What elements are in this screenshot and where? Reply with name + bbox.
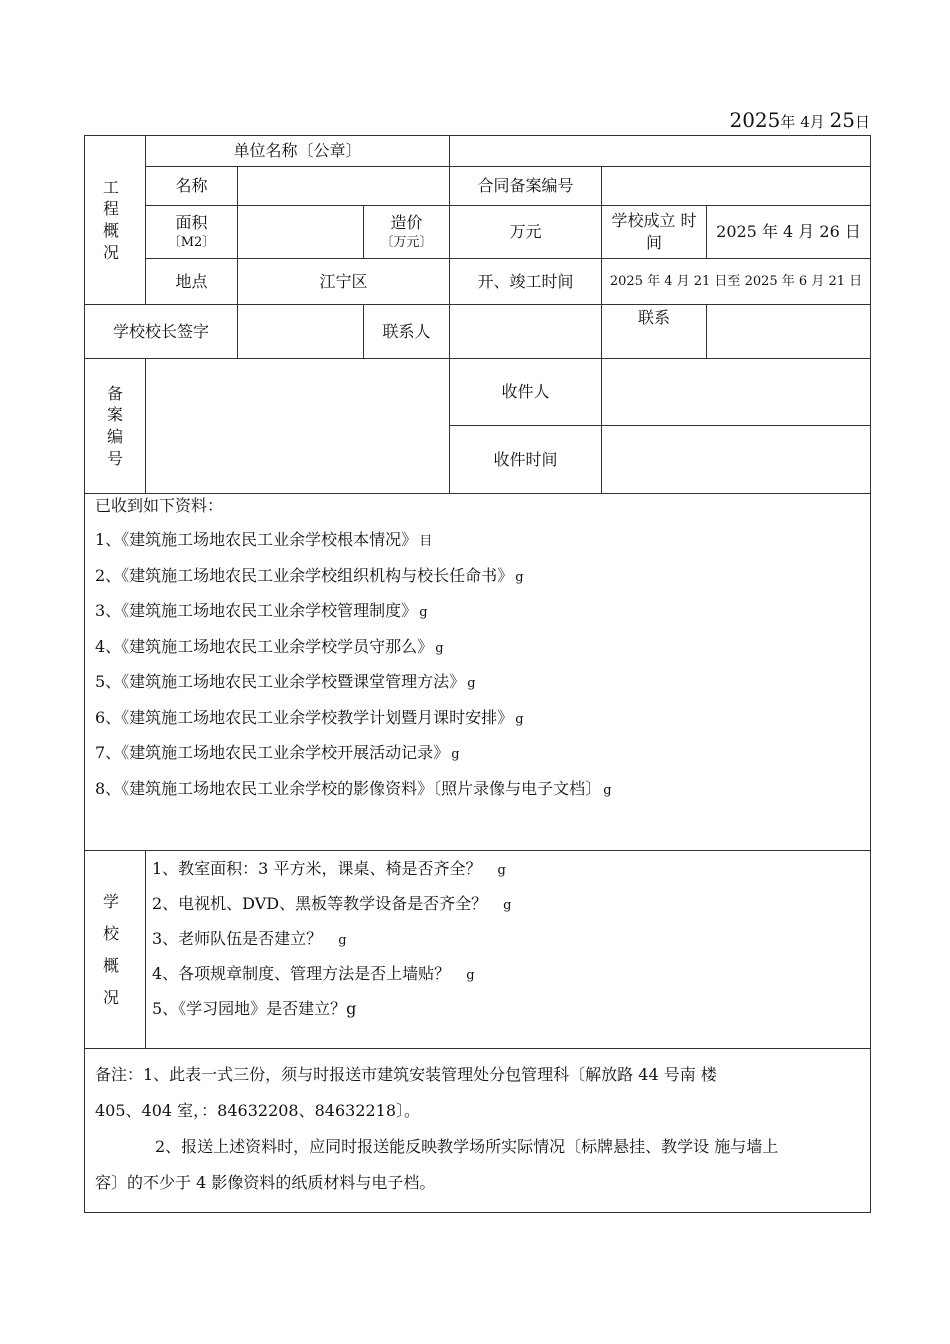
received-item [95,735,860,771]
remarks-line-2: 405、404 室，：84632208、84632218〕。 [95,1101,421,1120]
location-field[interactable]: 江宁区 [238,259,450,305]
date-month-suffix: 月 [809,113,825,131]
school-overview-label: 学 校 概 况 [102,891,127,1007]
cost-label: 造价 [390,213,423,233]
cost-label-cell [364,206,450,259]
received-item-check-mark: g [515,569,524,585]
area-label-cell [146,206,238,259]
location-label: 地点 [146,259,238,305]
received-item-check-mark: 目 [419,534,433,549]
received-item [95,700,860,736]
received-item [95,522,860,558]
name-label: 名称 [146,167,238,206]
received-item-text: 2、《建筑施工场地农民工业余学校组织机构与校长任命书》 [95,565,514,585]
established-label: 学校成立 时间 [602,206,707,259]
school-check-item [152,956,864,991]
filing-form-table [84,135,871,1213]
receipt-time-field[interactable] [602,426,871,494]
school-overview-label-cell [85,851,146,1049]
form-date [729,108,870,132]
contact-label: 联系人 [364,305,450,359]
school-checklist [152,851,864,1026]
received-item [95,664,860,700]
received-item [95,629,860,665]
filing-no-field[interactable] [146,359,450,494]
area-unit: 〔M2〕 [167,235,216,251]
principal-signature-label: 学校校长签字 [85,305,238,359]
received-item-check-mark: g [467,676,476,691]
received-item-check-mark: g [451,747,460,762]
unit-name-field[interactable] [450,136,871,167]
received-item-text: 1、《建筑施工场地农民工业余学校根本情况》 [95,530,418,549]
school-check-item-text: 1、教室面积：3 平方米，课桌、椅是否齐全？ [152,859,482,878]
school-check-item-text: 4、各项规章制度、管理方法是否上墙贴？ [152,964,451,983]
received-item-text: 5、《建筑施工场地农民工业余学校暨课堂管理方法》 [95,672,466,691]
received-item [95,558,860,594]
received-item-text: 8、《建筑施工场地农民工业余学校的影像资料》〔照片录像与电子文档〕 [95,778,602,798]
filing-no-label-cell [85,359,146,494]
date-year: 2025 [729,108,781,132]
school-check-item-text: 5、《学习园地》是否建立？g [152,999,357,1018]
area-label: 面积 [175,213,208,233]
received-heading: 已收到如下资料： [95,496,224,515]
recipient-field[interactable] [602,359,871,426]
contact-field[interactable] [450,305,602,359]
received-item-check-mark: g [515,711,524,727]
school-check-item [152,991,864,1026]
date-day-suffix: 日 [854,113,870,131]
received-item-text: 7、《建筑施工场地农民工业余学校开展活动记录》 [95,743,450,762]
school-check-item [152,886,864,921]
school-check-item-text: 3、老师队伍是否建立？ [152,929,323,948]
school-check-item-text: 2、电视机、DVD、黑板等教学设备是否齐全？ [152,894,488,913]
date-month: 4 [800,113,810,131]
received-item-text: 4、《建筑施工场地农民工业余学校学员守那么》 [95,636,434,656]
remarks-cell [85,1049,871,1213]
school-check-item [152,921,864,956]
received-item-text: 6、《建筑施工场地农民工业余学校教学计划暨月课时安排》 [95,707,514,727]
receipt-time-label: 收件时间 [450,426,602,494]
work-time-label: 开、竣工时间 [450,259,602,305]
work-time-field[interactable]: 2025 年 4 月 21 日至 2025 年 6 月 21 日 [602,259,871,305]
school-check-item-check-mark: g [503,898,512,913]
unit-name-label: 单位名称〔公章〕 [146,136,450,167]
received-item-check-mark: g [435,640,444,656]
area-field[interactable] [238,206,364,259]
school-check-item [152,851,864,886]
filing-no-label: 备 案 编 号 [106,383,123,468]
received-item-check-mark: g [603,782,612,798]
established-field[interactable]: 2025 年 4 月 26 日 [707,206,871,259]
phone-field[interactable] [707,305,871,359]
date-day: 25 [829,108,855,132]
project-overview-label: 工 程 概 况 [85,136,146,305]
recipient-label: 收件人 [450,359,602,426]
principal-signature-field[interactable] [238,305,364,359]
received-item-text: 3、《建筑施工场地农民工业余学校管理制度》 [95,601,418,620]
phone-label: 联系 [602,305,707,359]
school-checklist-cell [146,851,871,1049]
cost-unit: 〔万元〕 [380,235,433,251]
contract-no-label: 合同备案编号 [450,167,602,206]
received-materials-cell [85,494,871,851]
remarks-line-1: 备注：1、此表一式三份，须与时报送市建筑安装管理处分包管理科〔解放路 44 号南 楼 [95,1065,717,1084]
school-check-item-check-mark: g [466,968,475,983]
contract-no-field[interactable] [602,167,871,206]
received-item [95,771,860,807]
received-item-check-mark: g [419,605,428,620]
name-field[interactable] [238,167,450,206]
received-list [95,522,860,806]
remarks-line-4: 容〕的不少于 4 影像资料的纸质材料与电子档。 [95,1173,436,1192]
school-check-item-check-mark: g [338,933,347,948]
remarks-line-3: 2、报送上述资料时，应同时报送能反映教学场所实际情况〔标牌悬挂、教学设 施与墙上 [155,1137,779,1156]
school-check-item-check-mark: g [497,863,506,878]
date-year-suffix: 年 [780,113,796,131]
cost-field[interactable]: 万元 [450,206,602,259]
received-item [95,593,860,629]
